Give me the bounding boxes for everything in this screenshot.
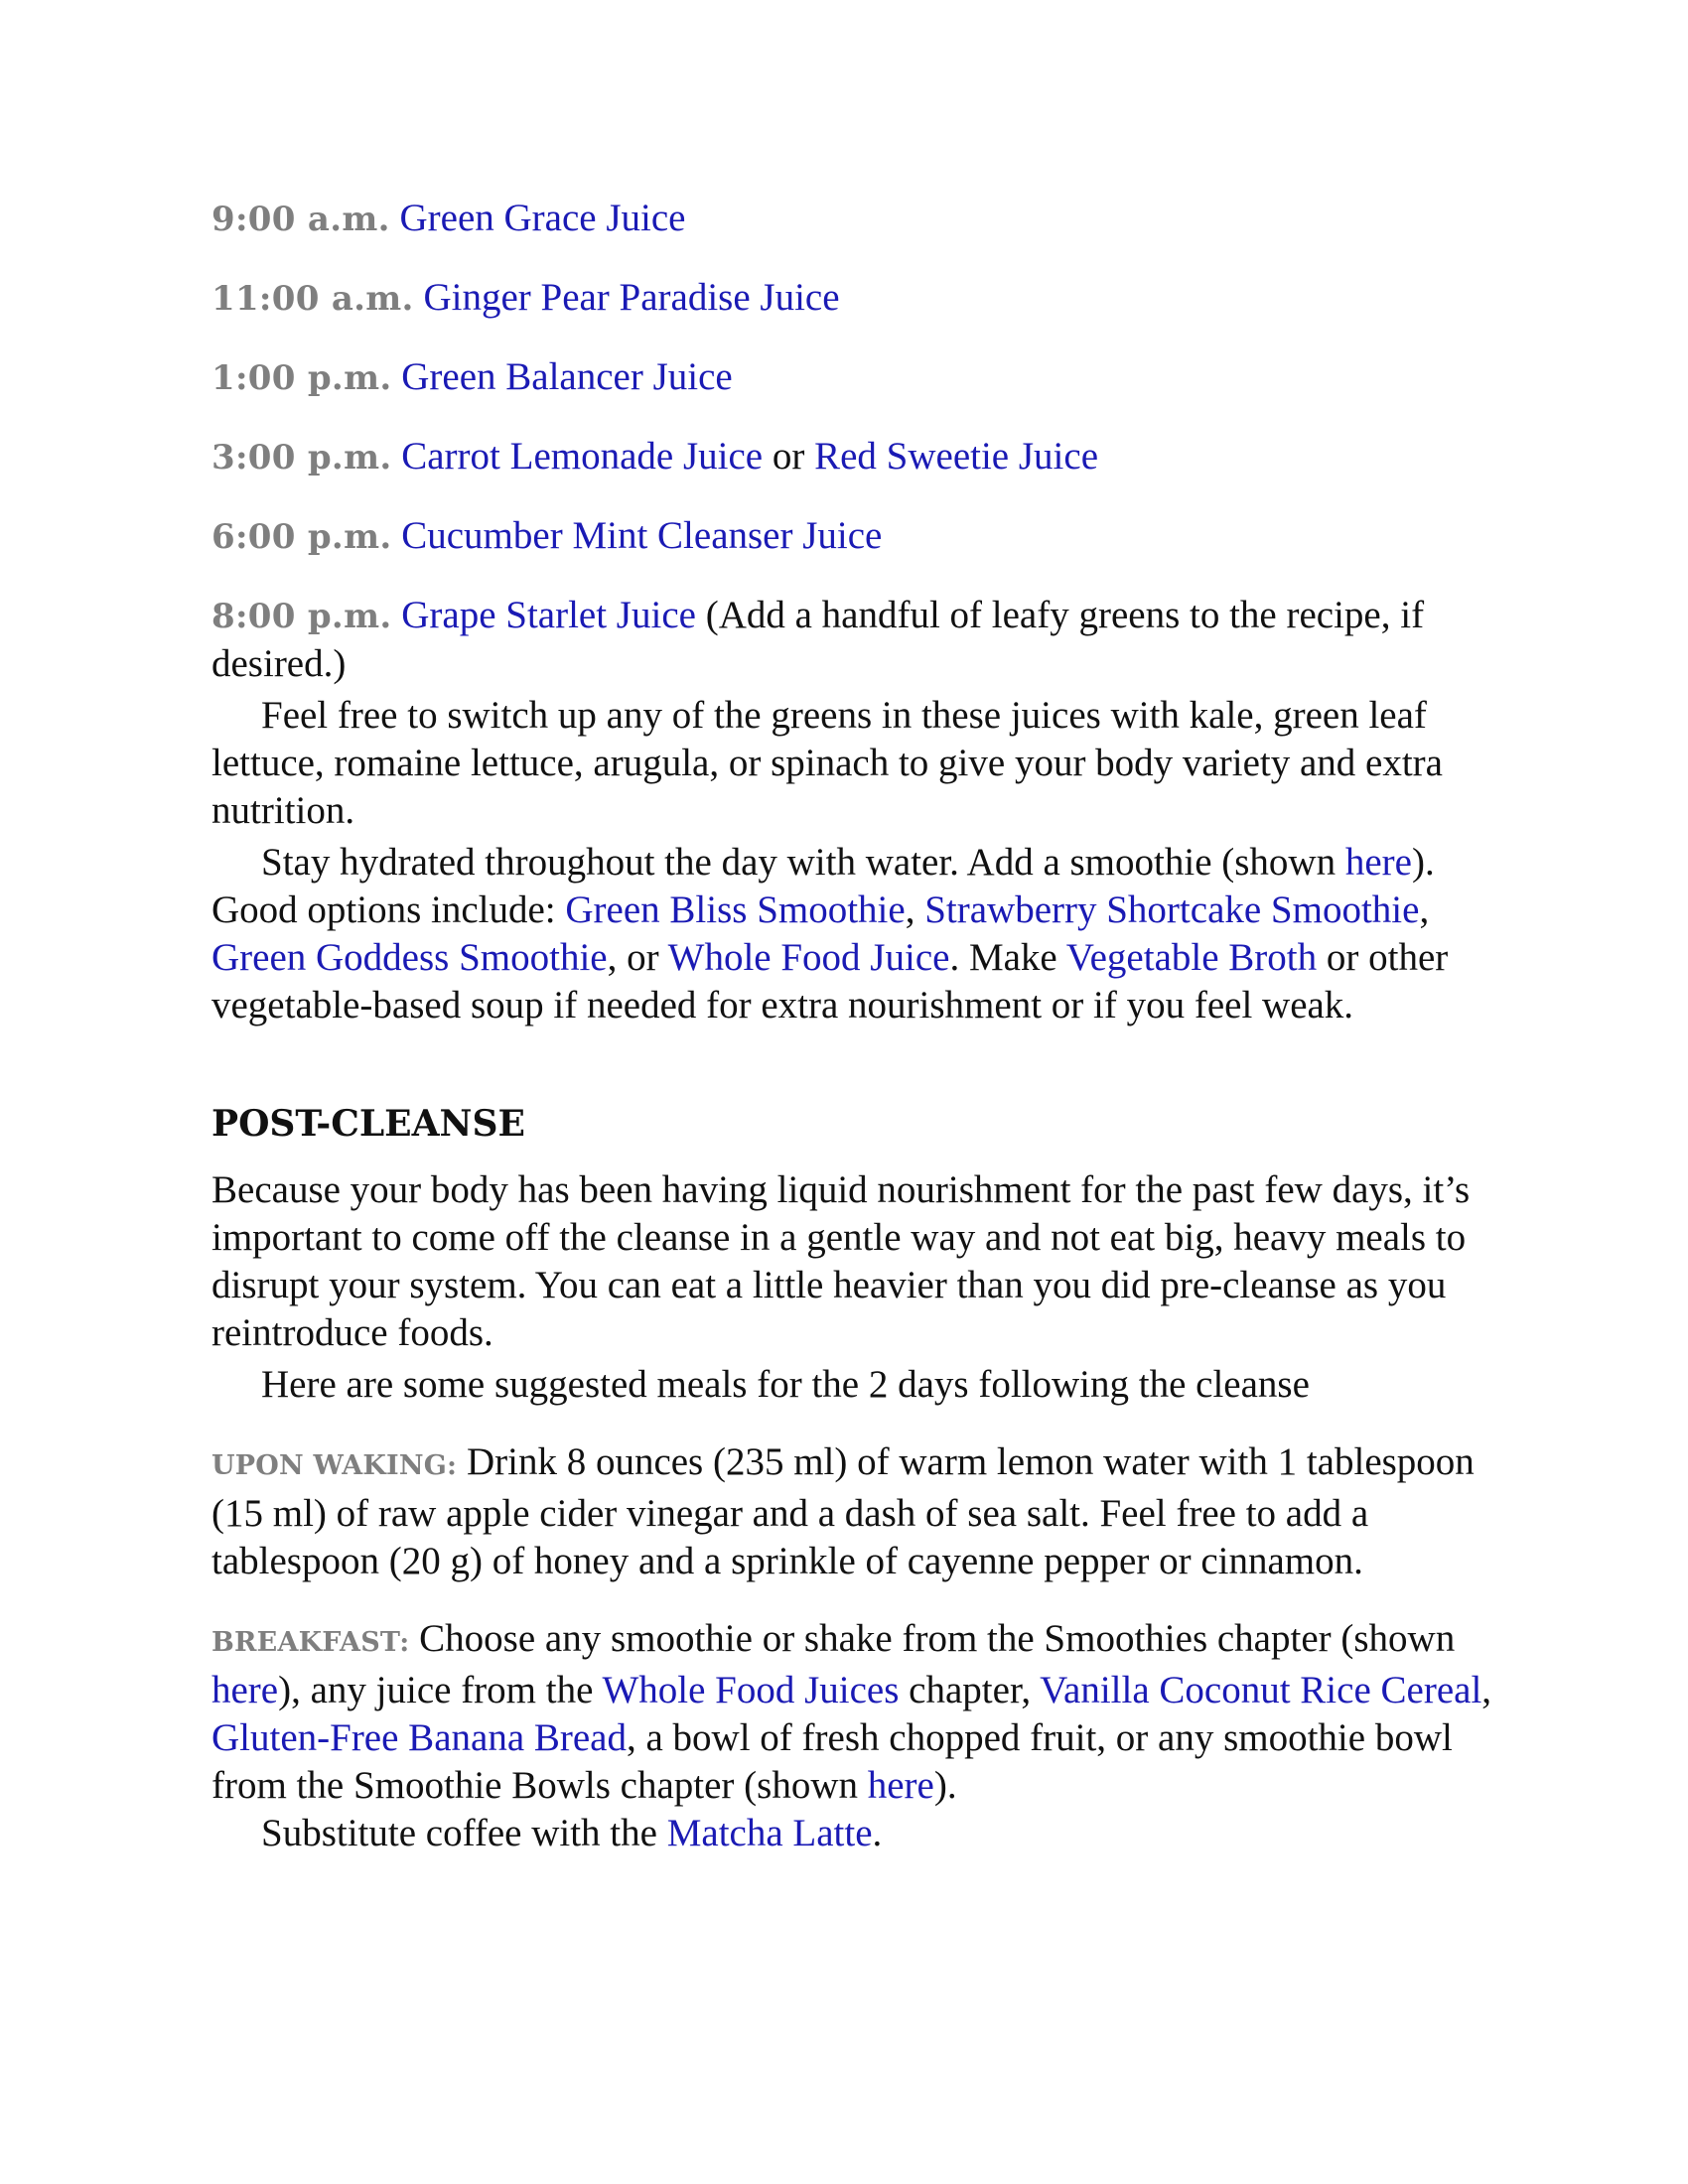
- juice-link[interactable]: Green Grace Juice: [399, 197, 686, 239]
- body-text: .: [872, 1812, 883, 1854]
- here-link[interactable]: here: [211, 1669, 279, 1711]
- juice-link[interactable]: Green Balancer Juice: [401, 355, 733, 398]
- coffee-paragraph: [211, 1810, 1492, 1857]
- body-text: chapter,: [899, 1669, 1041, 1711]
- juice-link[interactable]: Ginger Pear Paradise Juice: [423, 276, 840, 319]
- body-text: Stay hydrated throughout the day with water. Add a smoothie (shown: [261, 841, 1345, 884]
- schedule-note: (Add a handful of leafy greens to the recipe, if desired.): [211, 594, 1425, 685]
- schedule-item: [211, 274, 1492, 323]
- recipe-link[interactable]: Strawberry Shortcake Smoothie: [924, 888, 1420, 931]
- body-text: Substitute coffee with the: [261, 1812, 667, 1854]
- document-page: [211, 195, 1492, 1861]
- body-text: Drink 8 ounces (235 ml) of warm lemon water with 1 tablespoon (15 ml) of raw apple cider vinegar and a dash of sea salt. Feel free to add a tablespoon (20 g) of honey and a sprinkle of cayenne pepper or cinnamon.: [211, 1440, 1475, 1582]
- schedule-time: 11:00 a.m.: [211, 279, 414, 319]
- here-link[interactable]: here: [1344, 841, 1412, 884]
- chapter-link[interactable]: Whole Food Juices: [602, 1669, 900, 1711]
- body-text: ,: [905, 888, 925, 931]
- juice-link[interactable]: Cucumber Mint Cleanser Juice: [401, 514, 883, 557]
- schedule-item: [211, 592, 1492, 688]
- schedule-item: [211, 433, 1492, 481]
- recipe-link[interactable]: Green Bliss Smoothie: [565, 888, 906, 931]
- body-text: . Make: [949, 936, 1066, 979]
- body-text: or other vegetable-based soup if needed for extra nourishment or if you feel weak.: [211, 936, 1449, 1026]
- hydrate-paragraph: [211, 839, 1492, 1029]
- schedule-item: [211, 195, 1492, 243]
- schedule-time: 1:00 p.m.: [211, 358, 392, 398]
- body-text: ), any juice from the: [278, 1669, 603, 1711]
- suggested-meals-text: Here are some suggested meals for the 2 days following the cleanse: [261, 1363, 1310, 1406]
- juice-link[interactable]: Carrot Lemonade Juice: [401, 435, 764, 478]
- recipe-link[interactable]: Green Goddess Smoothie: [211, 936, 608, 979]
- schedule-time: 8:00 p.m.: [211, 597, 392, 636]
- greens-paragraph: Feel free to switch up any of the greens in these juices with kale, green leaf lettuce, romaine lettuce, arugula, or spinach to give your body variety and extra nutrition.: [211, 694, 1443, 832]
- recipe-link[interactable]: Gluten-Free Banana Bread: [211, 1716, 627, 1759]
- schedule-time: 3:00 p.m.: [211, 438, 392, 478]
- juice-link[interactable]: Red Sweetie Juice: [814, 435, 1099, 478]
- schedule-item: [211, 353, 1492, 402]
- schedule-time: 6:00 p.m.: [211, 517, 392, 557]
- post-cleanse-intro: Because your body has been having liquid nourishment for the past few days, it’s important to come off the cleanse in a gentle way and not eat big, heavy meals to disrupt your system. You can eat a little heavier than you did pre-cleanse as you reintroduce foods.: [211, 1168, 1471, 1354]
- recipe-link[interactable]: Vanilla Coconut Rice Cereal: [1040, 1669, 1482, 1711]
- body-text: , a bowl of fresh chopped fruit, or any smoothie bowl from the Smoothie Bowls chapter (shown: [211, 1716, 1453, 1807]
- body-text: Choose any smoothie or shake from the Smoothies chapter (shown: [409, 1617, 1456, 1660]
- upon-waking-paragraph: [211, 1438, 1492, 1585]
- schedule-time: 9:00 a.m.: [211, 200, 390, 239]
- here-link[interactable]: here: [867, 1764, 934, 1807]
- body-text: , or: [607, 936, 668, 979]
- recipe-link[interactable]: Matcha Latte: [666, 1812, 873, 1854]
- body-text: ,: [1481, 1669, 1492, 1711]
- conjunction-text: or: [763, 435, 815, 478]
- meal-label: BREAKFAST:: [211, 1627, 410, 1658]
- schedule-item: [211, 512, 1492, 561]
- body-text: ,: [1419, 888, 1430, 931]
- breakfast-paragraph: [211, 1615, 1492, 1810]
- meal-label: UPON WAKING:: [211, 1450, 458, 1481]
- body-text: ). Good options include:: [211, 841, 1435, 931]
- recipe-link[interactable]: Vegetable Broth: [1065, 936, 1318, 979]
- juice-link[interactable]: Grape Starlet Juice: [401, 594, 696, 636]
- section-heading: POST-CLEANSE: [211, 1103, 525, 1145]
- recipe-link[interactable]: Whole Food Juice: [667, 936, 950, 979]
- body-text: ).: [933, 1764, 957, 1807]
